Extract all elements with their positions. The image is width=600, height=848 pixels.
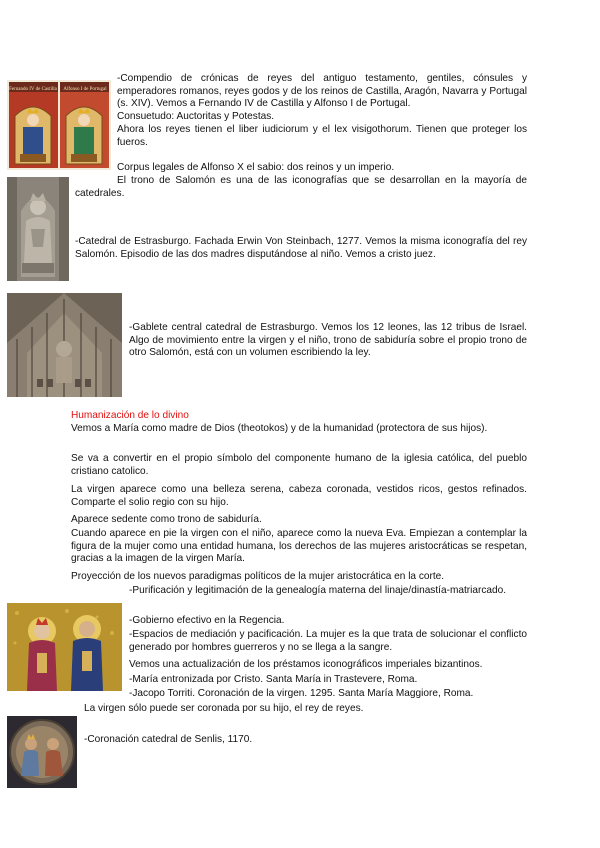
senlis-caption: -Coronación catedral de Senlis, 1170.: [84, 734, 253, 745]
manuscript-illustration: [7, 80, 111, 170]
gablete-paragraph: -Gablete central catedral de Estrasburgo. Vemos los 12 leones, las 12 tribus de Israel. Algo de movimiento entre la virgen y el niño, trono de sabiduría sobre el propio trono de otro Salomón, está con un volumen escribiendo la ley.: [129, 322, 527, 359]
senlis-coronation-image: [7, 716, 77, 788]
list-item-purificacion: -Purificación y legitimación de la genealogía materna del linaje/dinastía-matriarcado.: [129, 585, 507, 596]
trastevere-line: -María entronizada por Cristo. Santa María in Trastevere, Roma.: [129, 674, 418, 685]
belleza-serena-paragraph: La virgen aparece como una belleza serena, cabeza coronada, vestidos ricos, gestos refinados. Comparte el solio regio con su hijo.: [71, 484, 527, 508]
trastevere-mosaic-image: [7, 603, 122, 691]
list-item-mediacion: -Espacios de mediación y pacificación. La mujer es la que trata de solucionar el conflicto generado por hombres guerreros y no se llega a la sangre.: [129, 629, 527, 653]
coronada-line: La virgen sólo puede ser coronada por su hijo, el rey de reyes.: [84, 703, 364, 714]
chronicle-manuscript-image: [7, 80, 111, 170]
section-heading: Humanización de lo divino: [71, 410, 189, 421]
solomon-statue-illustration: [7, 177, 69, 281]
mosaic-illustration: [7, 603, 122, 691]
theotokos-paragraph: Vemos a María como madre de Dios (theotokos) y de la humanidad (protectora de sus hijos).: [71, 423, 488, 434]
manuscript-caption-left: Fernando IV de Castilla: [9, 87, 57, 92]
list-item-regencia: -Gobierno efectivo en la Regencia.: [129, 615, 285, 626]
corpus-legales-line: Corpus legales de Alfonso X el sabio: dos reinos y un imperio.: [117, 162, 395, 173]
chronicle-paragraph: -Compendio de crónicas de reyes del antiguo testamento, gentiles, cónsules y emperadores romanos, reyes godos y de los reinos de Castilla, Aragón, Navarra y Portugal (s. XIV). Vemos a Fernando IV de Castilla y Alfonso I de Portugal.: [117, 73, 527, 110]
medallion-illustration: [7, 716, 77, 788]
strasbourg-solomon-image: [7, 177, 69, 281]
consuetudo-line: Consuetudo: Auctoritas y Potestas.: [117, 111, 275, 122]
torriti-line: -Jacopo Torriti. Coronación de la virgen. 1295. Santa María Maggiore, Roma.: [129, 688, 474, 699]
gable-illustration: [7, 293, 122, 397]
estrasburgo-facade-paragraph: -Catedral de Estrasburgo. Fachada Erwin Von Steinbach, 1277. Vemos la misma iconografía del rey Salomón. Episodio de las dos madres disputándose al niño. Vemos a cristo juez.: [75, 236, 527, 260]
bizantinos-line: Vemos una actualización de los préstamos iconográficos imperiales bizantinos.: [129, 659, 483, 670]
manuscript-caption-right: Alfonso I de Portugal: [63, 87, 107, 92]
sedente-line: Aparece sedente como trono de sabiduría.: [71, 514, 262, 525]
simbolo-paragraph: Se va a convertir en el propio símbolo del componente humano de la iglesia católica, del pueblo cristiano catolico.: [71, 453, 527, 477]
trono-salomon-paragraph: El trono de Salomón es una de las iconografías que se desarrollan en la mayoría de catedrales.: [75, 175, 527, 199]
proyeccion-line: Proyección de los nuevos paradigmas políticos de la mujer aristocrática en la corte.: [71, 571, 445, 582]
nueva-eva-paragraph: Cuando aparece en pie la virgen con el niño, aparece como la nueva Eva. Empiezan a contemplar la figura de la mujer como una entidad humana, los derechos de las mujeres aristocráticas se respetan, gracias a la imagen de la virgen María.: [71, 528, 527, 565]
strasbourg-gable-image: [7, 293, 122, 397]
liber-iudiciorum-paragraph: Ahora los reyes tienen el liber iudiciorum y el lex visigothorum. Tienen que proteger los fueros.: [117, 124, 527, 148]
